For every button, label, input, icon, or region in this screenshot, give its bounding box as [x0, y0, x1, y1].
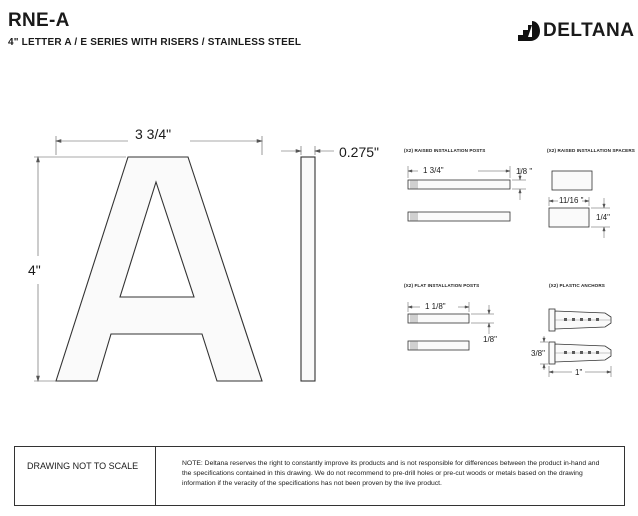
letter-a-outline: [56, 157, 262, 381]
flat-posts-drawing: [408, 302, 494, 350]
disclaimer-note: [156, 447, 624, 505]
flat-posts-length-label: 1 1/8": [425, 302, 446, 311]
letter-thickness-label: 0.275": [339, 144, 380, 160]
product-description: 4" LETTER A / E SERIES WITH RISERS / STAINLESS STEEL: [8, 37, 302, 48]
raised-posts-length-label: 1 3/4": [423, 166, 444, 175]
disclaimer-line: the specifications contained in this drawing. We do not recommend to pre-drill holes or pre-cut woods or metals based on the drawing: [182, 470, 583, 477]
raised-spacers-length-label: 11/16 ": [559, 196, 584, 205]
plastic-anchor-1: [549, 309, 611, 331]
scale-note: DRAWING NOT TO SCALE: [15, 447, 156, 505]
model-number: RNE-A: [8, 10, 70, 31]
raised-posts-diameter-label: 1/8 ": [516, 167, 533, 176]
flat-posts-title: (X2) FLAT INSTALLATION POSTS: [404, 283, 480, 288]
raised-spacers-diameter-label: 1/4": [596, 213, 610, 222]
plastic-anchors-drawing: [540, 309, 611, 377]
flat-posts-diameter-label: 1/8": [483, 335, 497, 344]
letter-width-label: 3 3/4": [135, 126, 172, 142]
letter-side-view: [281, 146, 334, 381]
plastic-anchors-length-label: 1": [575, 368, 583, 377]
raised-spacers-title: (X2) RAISED INSTALLATION SPACERS: [547, 148, 635, 153]
brand-name: DELTANA: [543, 20, 635, 41]
letter-height-label: 4": [28, 262, 41, 278]
plastic-anchor-2: [549, 342, 611, 364]
footer-box: [14, 446, 625, 506]
disclaimer-line: NOTE: Deltana reserves the right to constantly improve its products and is not responsible for differences between the product in-hand and: [182, 460, 600, 467]
disclaimer-line: information if the veracity of the specifications has not been proven by the live product.: [182, 480, 442, 487]
plastic-anchors-title: (X2) PLASTIC ANCHORS: [549, 283, 605, 288]
raised-posts-title: (X2) RAISED INSTALLATION POSTS: [404, 148, 486, 153]
plastic-anchors-diameter-label: 3/8": [531, 349, 545, 358]
